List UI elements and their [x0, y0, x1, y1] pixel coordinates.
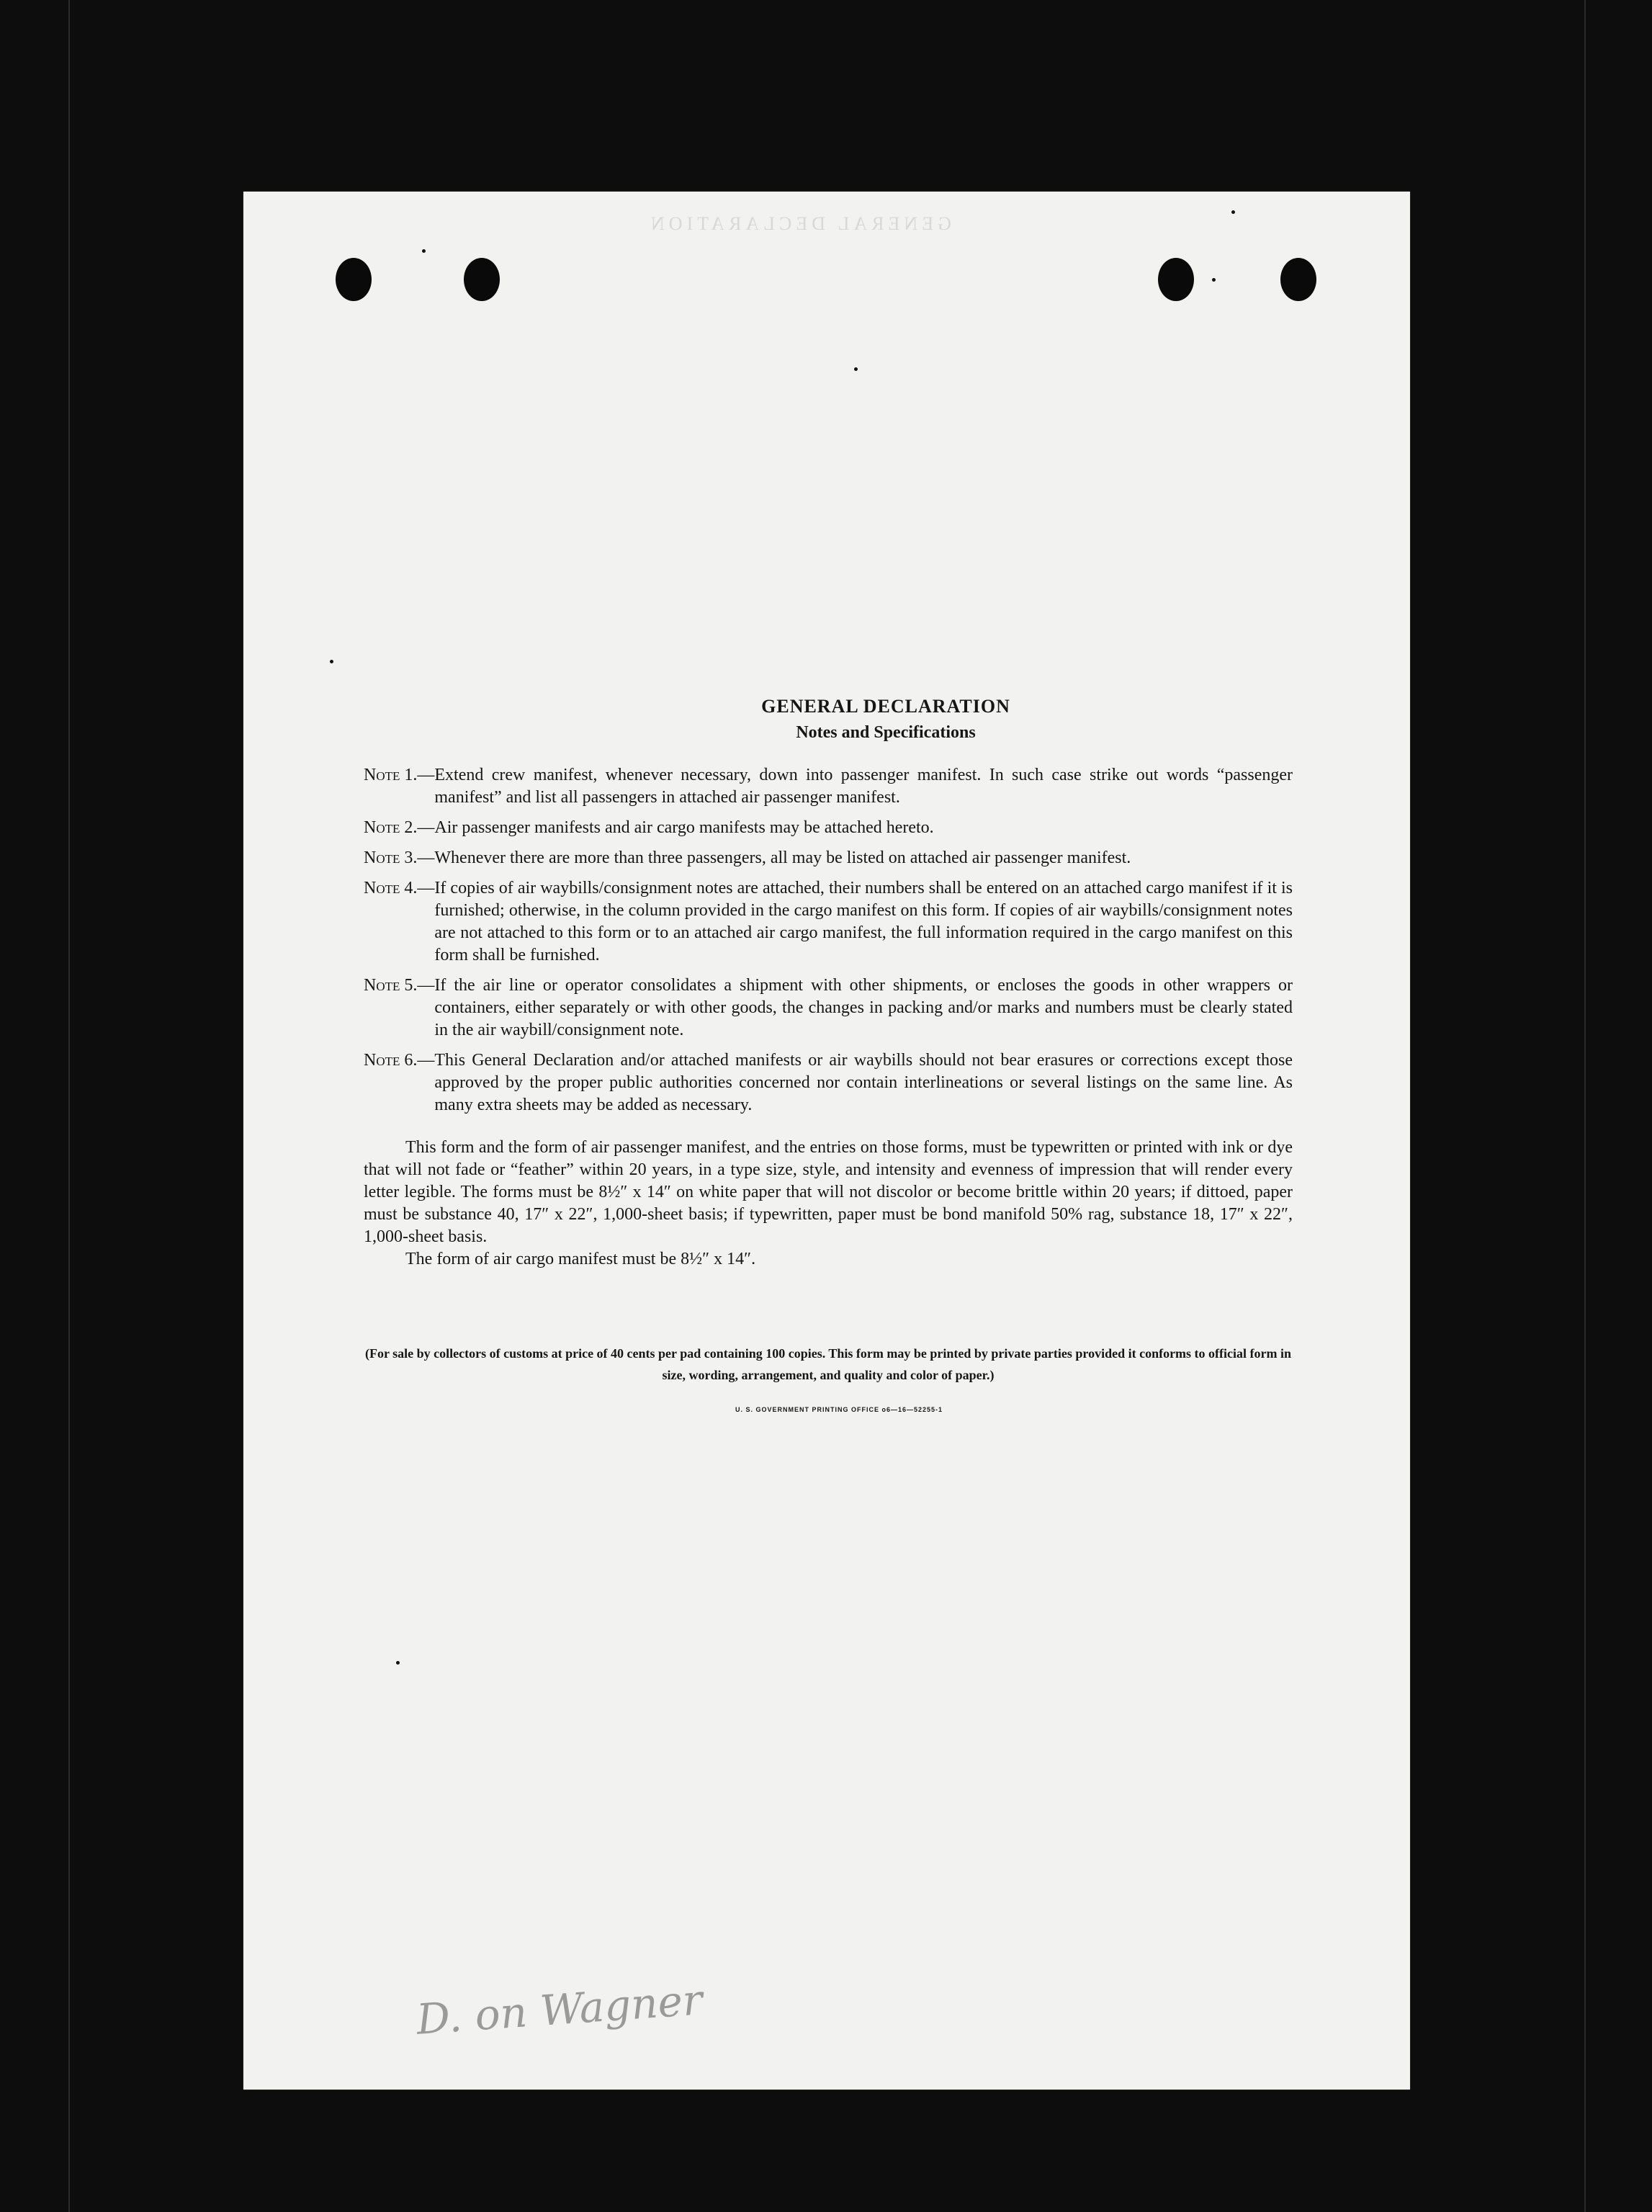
note-label: Note 2.— — [364, 818, 435, 837]
sale-notice: (For sale by collectors of customs at price of 40 cents per pad containing 100 copies. This form may be printed by private parties provided it conforms to official form in size, wording, arrangement, and quality and color of paper.) — [364, 1346, 1292, 1382]
ink-speck — [330, 660, 333, 663]
ink-speck — [1212, 278, 1216, 282]
film-edge-line — [1584, 0, 1586, 2212]
cargo-manifest-size-note: The form of air cargo manifest must be 8½″ x 14″. — [405, 1250, 756, 1268]
film-edge-line — [68, 0, 70, 2212]
note-text: If copies of air waybills/consignment notes are attached, their numbers shall be entered on an attached cargo manifest if it is furnished; otherwise, in the column provided in the cargo manifest on this form. If copies of air waybills/consignment notes are not attached to this form or to an attached air cargo manifest, the full information required in the cargo manifest on this form shall be furnished. — [434, 879, 1293, 964]
note-text: If the air line or operator consolidates a shipment with other shipments, or encloses the goods in other wrappers or containers, either separately or with other goods, the changes in packing and/or marks and numbers must be clearly stated in the air waybill/consignment note. — [434, 976, 1293, 1039]
note-text: Air passenger manifests and air cargo manifests may be attached hereto. — [434, 818, 934, 837]
note-item — [364, 975, 1293, 1042]
note-label: Note 4.— — [364, 879, 435, 897]
note-item — [364, 1049, 1293, 1116]
document-title: GENERAL DECLARATION — [761, 696, 1010, 717]
note-item — [364, 764, 1293, 809]
document-subtitle: Notes and Specifications — [796, 723, 976, 742]
punch-hole-left-2 — [464, 258, 500, 301]
handwritten-signature: D. on Wagner — [415, 1975, 704, 2044]
ink-speck — [396, 1661, 400, 1665]
notes-list — [364, 764, 1293, 1116]
ink-speck — [1231, 210, 1235, 214]
document-page — [243, 192, 1410, 2090]
note-text: This General Declaration and/or attached manifests or air waybills should not bear erasures or corrections except those approved by the proper public authorities concerned nor contain interlineations or several listings on the same line. As many extra sheets may be added as necessary. — [434, 1051, 1293, 1114]
ink-speck — [854, 367, 858, 371]
note-item — [364, 877, 1293, 967]
punch-hole-right-1 — [1158, 258, 1194, 301]
note-label: Note 5.— — [364, 976, 435, 995]
note-text: Whenever there are more than three passengers, all may be listed on attached air passenger manifest. — [434, 848, 1131, 867]
note-item — [364, 847, 1293, 869]
note-label: Note 6.— — [364, 1051, 435, 1070]
note-text: Extend crew manifest, whenever necessary, down into passenger manifest. In such case strike out words “passenger manifest” and list all passengers in attached air passenger manifest. — [434, 766, 1293, 807]
notes-content — [364, 696, 1293, 1413]
punch-hole-right-2 — [1280, 258, 1316, 301]
printing-office-line: U. S. GOVERNMENT PRINTING OFFICE o6—16—52255-1 — [735, 1406, 943, 1413]
note-label: Note 1.— — [364, 766, 435, 784]
punch-hole-left-1 — [336, 258, 372, 301]
bleed-through-text: GENERAL DECLARATION — [647, 213, 951, 234]
note-item — [364, 817, 1293, 839]
note-label: Note 3.— — [364, 848, 435, 867]
form-requirements-paragraph: This form and the form of air passenger manifest, and the entries on those forms, must be typewritten or printed with ink or dye that will not fade or “feather” within 20 years, in a type size, style, and intensity and evenness of impression that will render every letter legible. The forms must be 8½″ x 14″ on white paper that will not discolor or become brittle within 20 years; if dittoed, paper must be substance 40, 17″ x 22″, 1,000-sheet basis; if typewritten, paper must be bond manifold 50% rag, substance 18, 17″ x 22″, 1,000-sheet basis. — [364, 1138, 1293, 1246]
ink-speck — [422, 249, 426, 253]
